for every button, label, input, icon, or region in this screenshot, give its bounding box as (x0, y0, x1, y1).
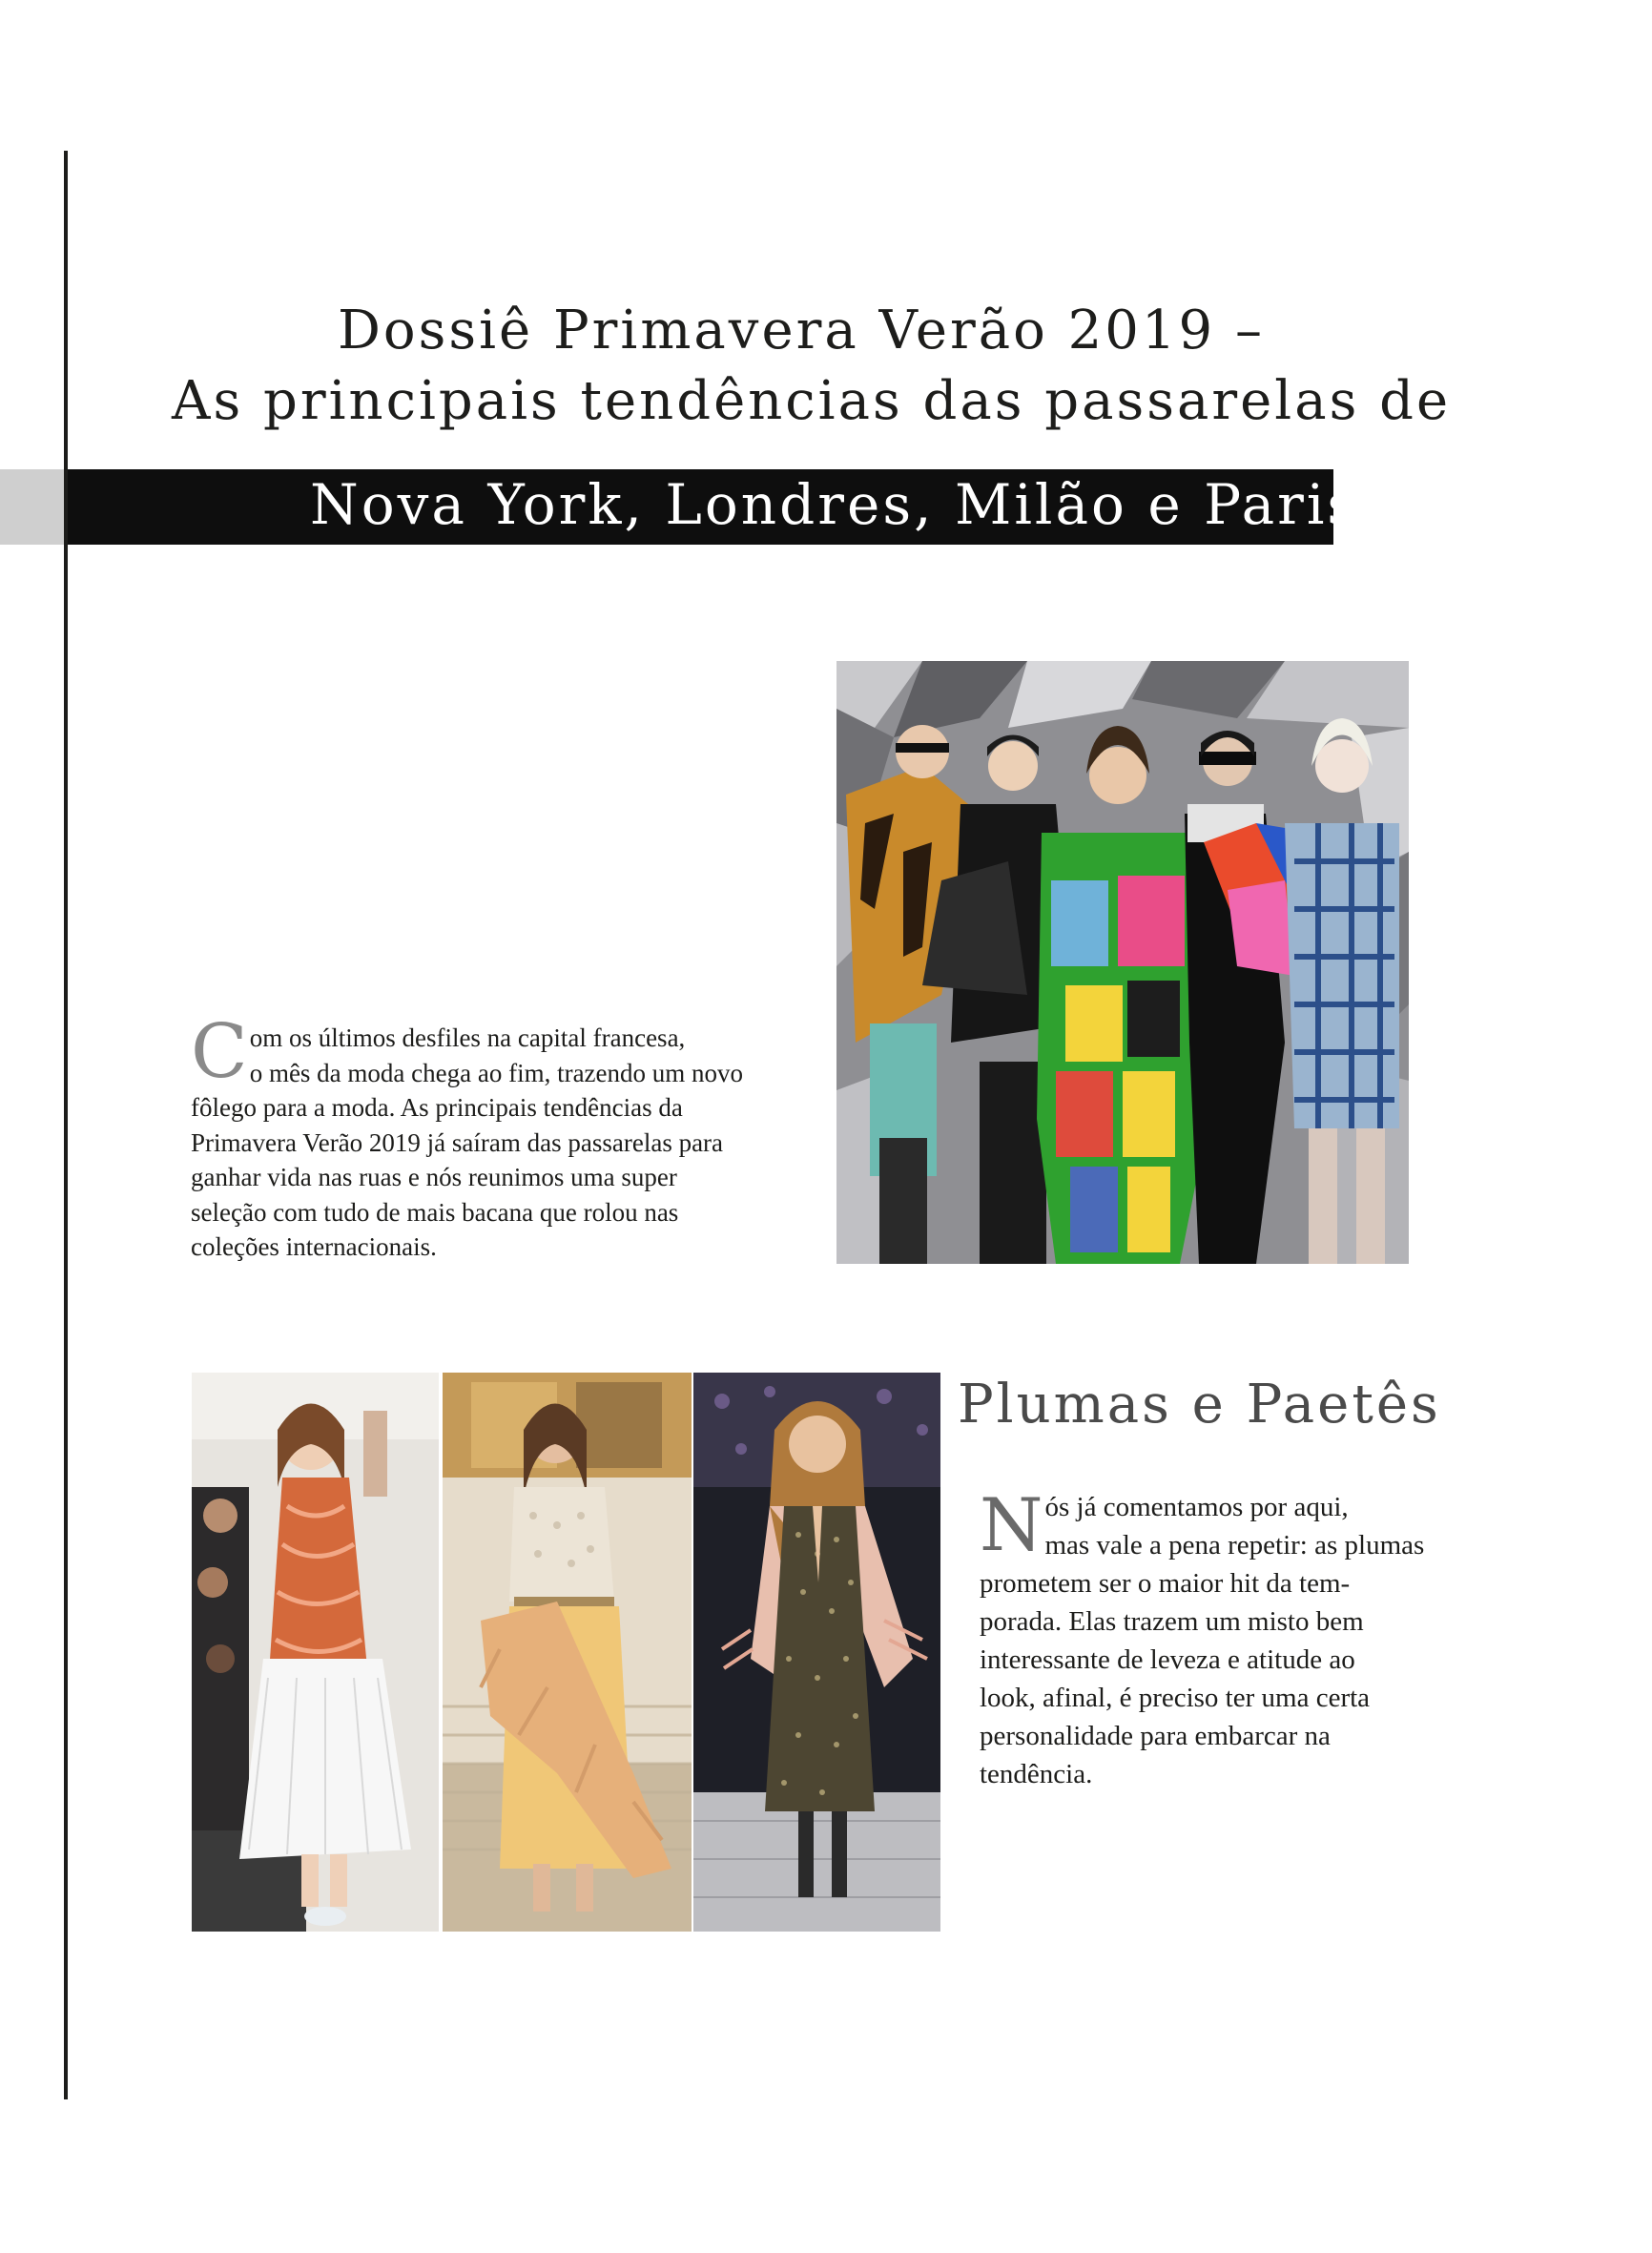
section-line: tendência. (980, 1759, 1093, 1789)
section-title: Plumas e Paetês (958, 1374, 1441, 1436)
section-line: interessante de leveza e atitude ao (980, 1644, 1355, 1675)
intro-dropcap: C (191, 1009, 248, 1095)
runway-photo-feather-skirt (443, 1373, 692, 1932)
section-paragraph (980, 1482, 1456, 1793)
title-line-1: Dossiê Primavera Verão 2019 – (338, 300, 1265, 362)
section-line: look, afinal, é preciso ter uma certa (980, 1683, 1371, 1713)
intro-line: seleção com tudo de mais bacana que rolou nas (191, 1197, 679, 1227)
intro-line: om os últimos desfiles na capital francesa, (249, 1023, 686, 1052)
section-dropcap: N (980, 1482, 1043, 1567)
intro-line: Primavera Verão 2019 já saíram das passarelas para (191, 1127, 724, 1157)
section-line: ós já comentamos por aqui, (1044, 1492, 1349, 1522)
intro-line: fôlego para a moda. As principais tendências da (191, 1093, 683, 1122)
intro-paragraph (191, 1009, 801, 1265)
section-line: porada. Elas trazem um misto bem (980, 1606, 1364, 1637)
runway-group-photo (836, 661, 1409, 1264)
intro-line: coleções internacionais. (191, 1232, 437, 1261)
section-line: mas vale a pena repetir: as plumas (1044, 1530, 1425, 1561)
title-line-2: As principais tendências das passarelas de (172, 370, 1452, 432)
intro-line: o mês da moda chega ao fim, trazendo um novo (249, 1058, 744, 1087)
runway-photo-fringe-dress (192, 1373, 439, 1932)
vertical-rule (64, 151, 68, 2099)
section-line: personalidade para embarcar na (980, 1721, 1331, 1751)
section-line: prometem ser o maior hit da tem- (980, 1568, 1351, 1599)
runway-photo-sequin-dress (693, 1373, 940, 1932)
page-title (172, 296, 1452, 437)
intro-line: ganhar vida nas ruas e nós reunimos uma super (191, 1163, 677, 1191)
title-band-text: Nova York, Londres, Milão e Paris (310, 472, 1359, 537)
gray-tab (0, 469, 64, 545)
